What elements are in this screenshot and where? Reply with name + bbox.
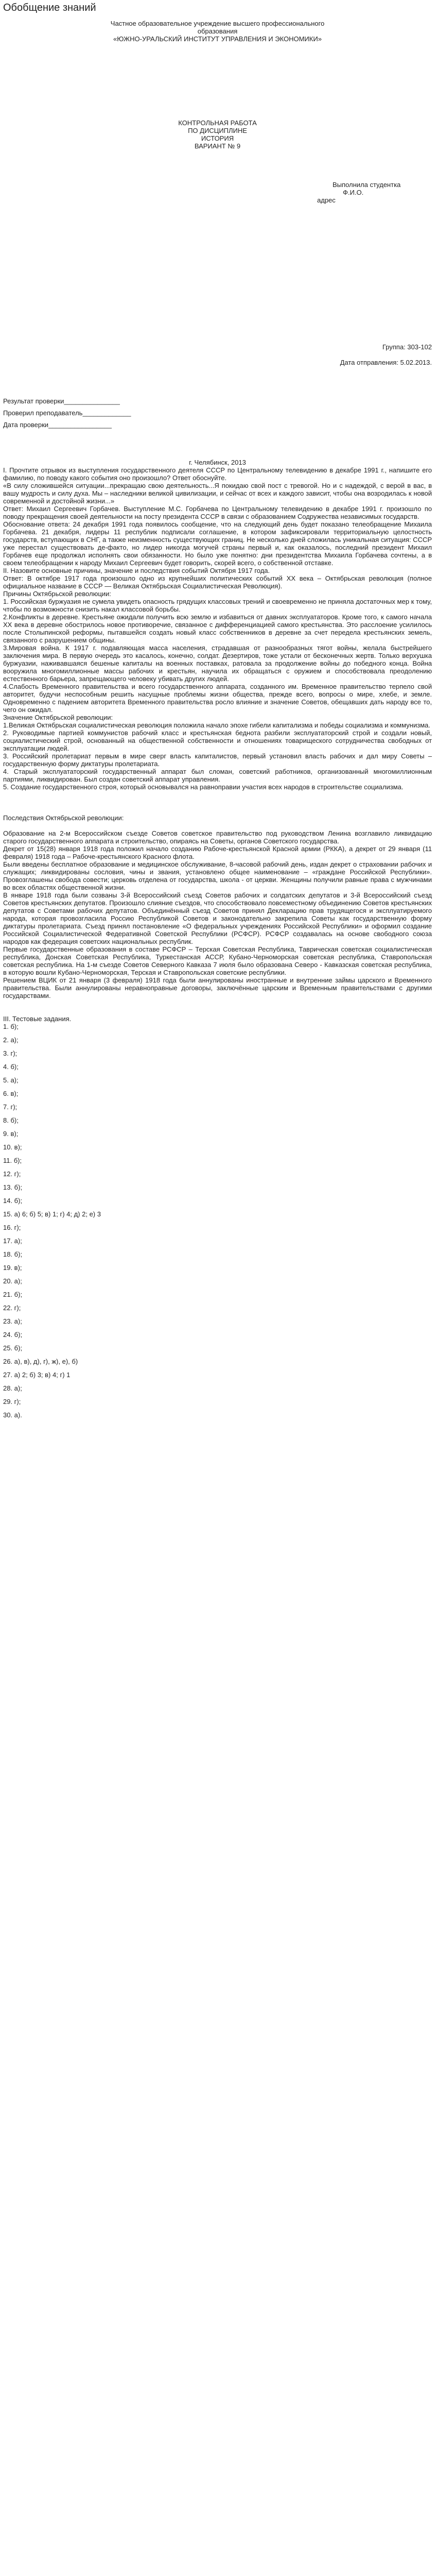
list-item: 15. а) 6; б) 5; в) 1; г) 4; д) 2; е) 3 (3, 1210, 101, 1218)
list-item: 6. в); (3, 1090, 19, 1097)
list-item: 22. г); (3, 1304, 21, 1312)
paragraph: Образование на 2-м Всероссийском съезде Советов советское правительство под руководством Ленина возглавило ликвидацию старого государственного аппарата и строительство, опираясь на Советы, органов Советского государства. (3, 829, 432, 845)
paragraph: Обоснование ответа: 24 декабря 1991 года появилось сообщение, что на следующий день будет показано телеобращение Михаила Горбачева. 21 декабря, лидеры 11 республик подписали соглашение, в котором зафиксировали территориальную целостность государств, вступающих в СНГ, а также неизменность существующих границ. Не несколько дней сложилась уникальная ситуация: СССР уже перестал существовать де-факто, но лидер никогда могучей страны первый и, как оказалось, последний президент Михаил Горбачев еще продолжал исполнять свои обязанности. Но было уже понятно: дни президентства Михаила Горбачева сочтены, а в своем телеобращении к народу Михаил Сергеевич будет говорить, скорей всего, о собственной отставке. (3, 520, 432, 567)
list-item: 7. г); (3, 1103, 18, 1111)
page-title: Обобщение знаний (3, 2, 96, 13)
list-item: 4. б); (3, 1063, 19, 1071)
list-item: 21. б); (3, 1291, 23, 1298)
paragraph: 5. Создание государственного строя, который основывался на равноправии участия всех народов в строительстве социализма. (3, 783, 404, 791)
list-item: 24. б); (3, 1331, 23, 1338)
author-line2: Ф.И.О. (343, 189, 364, 196)
list-item: 26. а), в), д), г), ж), е), б) (3, 1358, 78, 1365)
paragraph: Были введены бесплатное образование и медицинское обслуживание, 8-часовой рабочий день, издан декрет о страховании рабочих и служащих; ликвидированы сословия, чины и звания, установлено общее наименование – «граждане Российской Республики». Провозглашены свобода совести; церковь отделена от государства, школа - от церкви. Женщины получили равные права с мужчинами во всех областях общественной жизни. (3, 860, 432, 891)
list-item: 2. а); (3, 1036, 19, 1044)
paragraph: Причины Октябрьской революции: (3, 590, 111, 598)
paragraph: 4. Старый эксплуататорский государственный аппарат был сломан, советский работников, организованный многомиллионным партиями, ликвидирован. Был создан советский аппарат управления. (3, 768, 432, 783)
list-item: 1. б); (3, 1023, 19, 1030)
group-label: Группа: 303-102 (382, 343, 432, 351)
document-sheet (3, 20, 432, 1425)
review-date: Дата проверки_________________ (3, 421, 112, 429)
header-org-line2: образования (197, 27, 238, 35)
list-item: 3. г); (3, 1049, 18, 1057)
paragraph: 2. Руководимые партией коммунистов рабочий класс и крестьянская беднота разбили эксплуататорский строй и создали новый, социалистический строй, основанный на общественной собственности и отношениях товарищеского сотрудничества свободных от эксплуатации людей. (3, 729, 432, 752)
paragraph: 4.Слабость Временного правительства и всего государственного аппарата, созданного им. Временное правительство терпело свой авторитет, будучи неспособным решить насущные проблемы жизни общества, прежде всего, вопросы о мире, хлебе, и земле. Одновременно с падением авторитета Временного правительства росло влияние и значение Советов, обещавших дать народу все то, чего он ожидал. (3, 683, 432, 714)
list-item: 20. а); (3, 1277, 22, 1285)
author-line3: адрес (317, 196, 336, 204)
subject-label: ИСТОРИЯ (201, 134, 234, 142)
paragraph: 3. Российский пролетариат первым в мире сверг власть капиталистов, первый установил власть рабочих и дал миру Советы – государственную форму диктатуры пролетариата. (3, 752, 432, 768)
header-org-line1: Частное образовательное учреждение высшего профессионального (110, 20, 325, 27)
paragraph: В январе 1918 года были созваны 3-й Всероссийский съезд Советов рабочих и солдатских депутатов и 3-й Всероссийский съезд Советов крестьянских депутатов. Произошло слияние съездов, что способствовало повсеместному объединению Советов крестьянских депутатов с Советами рабочих депутатов. Объединённый съезд Советов принял Декларацию прав трудящегося и эксплуатируемого народа, которая провозгласила Россию Республикой Советов и законодательно закрепила Советы как государственную форму диктатуры пролетариата. Съезд принял постановление «О федеральных учреждениях Российской Республики» и оформил создание Российской Социалистической Федеративной Советской Республики (РСФСР). РСФСР создавалась на основе свободного союза народов как федерация советских национальных республик. (3, 891, 432, 945)
list-item: 17. а); (3, 1237, 22, 1245)
paragraph: Значение Октябрьской революции: (3, 714, 113, 721)
paragraph: 3.Мировая война. К 1917 г. подавляющая масса населения, страдавшая от разнообразных тягот войны, желала быстрейшего заключения мира. В первую очередь это касалось, конечно, солдат. Дезертиров, тоже устали от бесконечных жертв. Только верхушка буржуазии, наживавшаяся бешеные капиталы на военных поставках, ратовала за продолжение войны до победного конца. Война вооружила многомиллионные массы рабочих и крестьян, научила их обращаться с оружием и способствовала преодолению естественного барьера, запрещающего человеку убивать других людей. (3, 644, 432, 683)
list-item: 18. б); (3, 1250, 23, 1258)
list-item: 14. б); (3, 1197, 23, 1205)
paragraph: II. Назовите основные причины, значение и последствия событий Октября 1917 года. (3, 567, 270, 574)
list-item: 9. в); (3, 1130, 19, 1138)
list-item: 5. а); (3, 1076, 19, 1084)
paragraph: Первые государственные образования в составе РСФСР – Терская Советская Республика, Таврическая советская социалистическая республика, Донская Советская Республика, Туркестанская АССР, Кубано-Черноморская советская республика, Ставропольская советская республика. На 1-м съезде Советов Северного Кавказа 7 июля было образована Северо - Кавказская советская республика, в которую вошли Кубано-Черноморская, Терская и Ставропольская советские республики. (3, 945, 432, 976)
city-year: г. Челябинск, 2013 (189, 459, 246, 466)
list-item: 25. б); (3, 1344, 23, 1352)
paragraph: 1.Великая Октябрьская социалистическая революция положила начало эпохе гибели капитализма и победы социализма и коммунизма. (3, 721, 430, 729)
review-teacher: Проверил преподаватель_____________ (3, 409, 131, 417)
part3-title: III. Тестовые задания. (3, 1015, 72, 1023)
review-result: Результат проверки_______________ (3, 397, 120, 405)
header-org-line3: «ЮЖНО-УРАЛЬСКИЙ ИНСТИТУТ УПРАВЛЕНИЯ И ЭКОНОМИКИ» (113, 35, 322, 43)
paragraph: Последствия Октябрьской революции: (3, 814, 124, 822)
list-item: 27. а) 2; б) 3; в) 4; г) 1 (3, 1371, 71, 1379)
work-title: КОНТРОЛЬНАЯ РАБОТА (178, 119, 257, 127)
part1-body (3, 466, 432, 999)
paragraph: Ответ: Михаил Сергеевич Горбачев. Выступление М.С. Горбачева по Центральному телевидению в декабре 1991 г. произошло по поводу прекращения своей деятельности на посту президента СССР в связи с образованием Содружества независимых государств. (3, 505, 432, 520)
list-item: 29. г); (3, 1398, 21, 1405)
list-item: 11. б); (3, 1157, 22, 1164)
list-item: 19. в); (3, 1264, 22, 1272)
author-line1: Выполнила студентка (333, 181, 401, 189)
paragraph: 2.Конфликты в деревне. Крестьяне ожидали получить всю землю и избавиться от давних эксплуататоров. Кроме того, к самого начала ХХ века в деревне обострилось новое противоречие, связанное с дифференциацией самого крестьянства. Это расслоение усилилось после Столыпинской реформы, пытавшейся создать новый класс собственников в деревне за счет передела крестьянских земель, связанного с разрушением общины. (3, 613, 432, 644)
discipline-label: ПО ДИСЦИПЛИНЕ (188, 127, 247, 134)
answers-list (3, 1023, 432, 1425)
list-item: 12. г); (3, 1170, 21, 1178)
list-item: 8. б); (3, 1116, 19, 1124)
paragraph: Декрет от 15(28) января 1918 года положил начало созданию Рабоче-крестьянской Красной армии (РККА), а декрет от 29 января (11 февраля) 1918 года – Рабоче-крестьянского Красного флота. (3, 845, 432, 860)
paragraph: 1. Российская буржуазия не сумела увидеть опасность грядущих классовых трений и своевременно не приняла достаточных мер к тому, чтобы по возможности снизить накал классовой борьбы. (3, 598, 432, 613)
list-item: 16. г); (3, 1224, 21, 1231)
list-item: 23. а); (3, 1317, 22, 1325)
send-date-label: Дата отправления: 5.02.2013. (340, 359, 432, 366)
paragraph: I. Прочтите отрывок из выступления государственного деятеля СССР по Центральному телевидению в декабре 1991 г., напишите его фамилию, по поводу какого события оно произошло? Ответ обоснуйте. (3, 466, 432, 482)
paragraph: «В силу сложившейся ситуации...прекращаю свою деятельность...Я покидаю свой пост с тревогой. Но и с надеждой, с верой в вас, в вашу мудрость и силу духа. Мы – наследники великой цивилизации, и сейчас от всех и каждого зависит, чтобы она возродилась к новой современной и достойной жизни...» (3, 482, 432, 505)
list-item: 30. а). (3, 1411, 22, 1419)
list-item: 28. а); (3, 1384, 22, 1392)
variant-label: ВАРИАНТ № 9 (194, 142, 241, 150)
paragraph: Ответ: В октябре 1917 года произошло одно из крупнейших политических событий ХХ века – Октябрьская революция (полное официальное название в СССР — Великая Октябрьская Социалистическая Революция). (3, 574, 432, 590)
list-item: 13. б); (3, 1183, 23, 1191)
paragraph: Решением ВЦИК от 21 января (3 февраля) 1918 года были аннулированы иностранные и внутренние займы царского и Временного правительства. Были аннулированы неравноправные договоры, заключённые царским и Временным правительствами с другими государствами. (3, 976, 432, 999)
list-item: 10. в); (3, 1143, 22, 1151)
